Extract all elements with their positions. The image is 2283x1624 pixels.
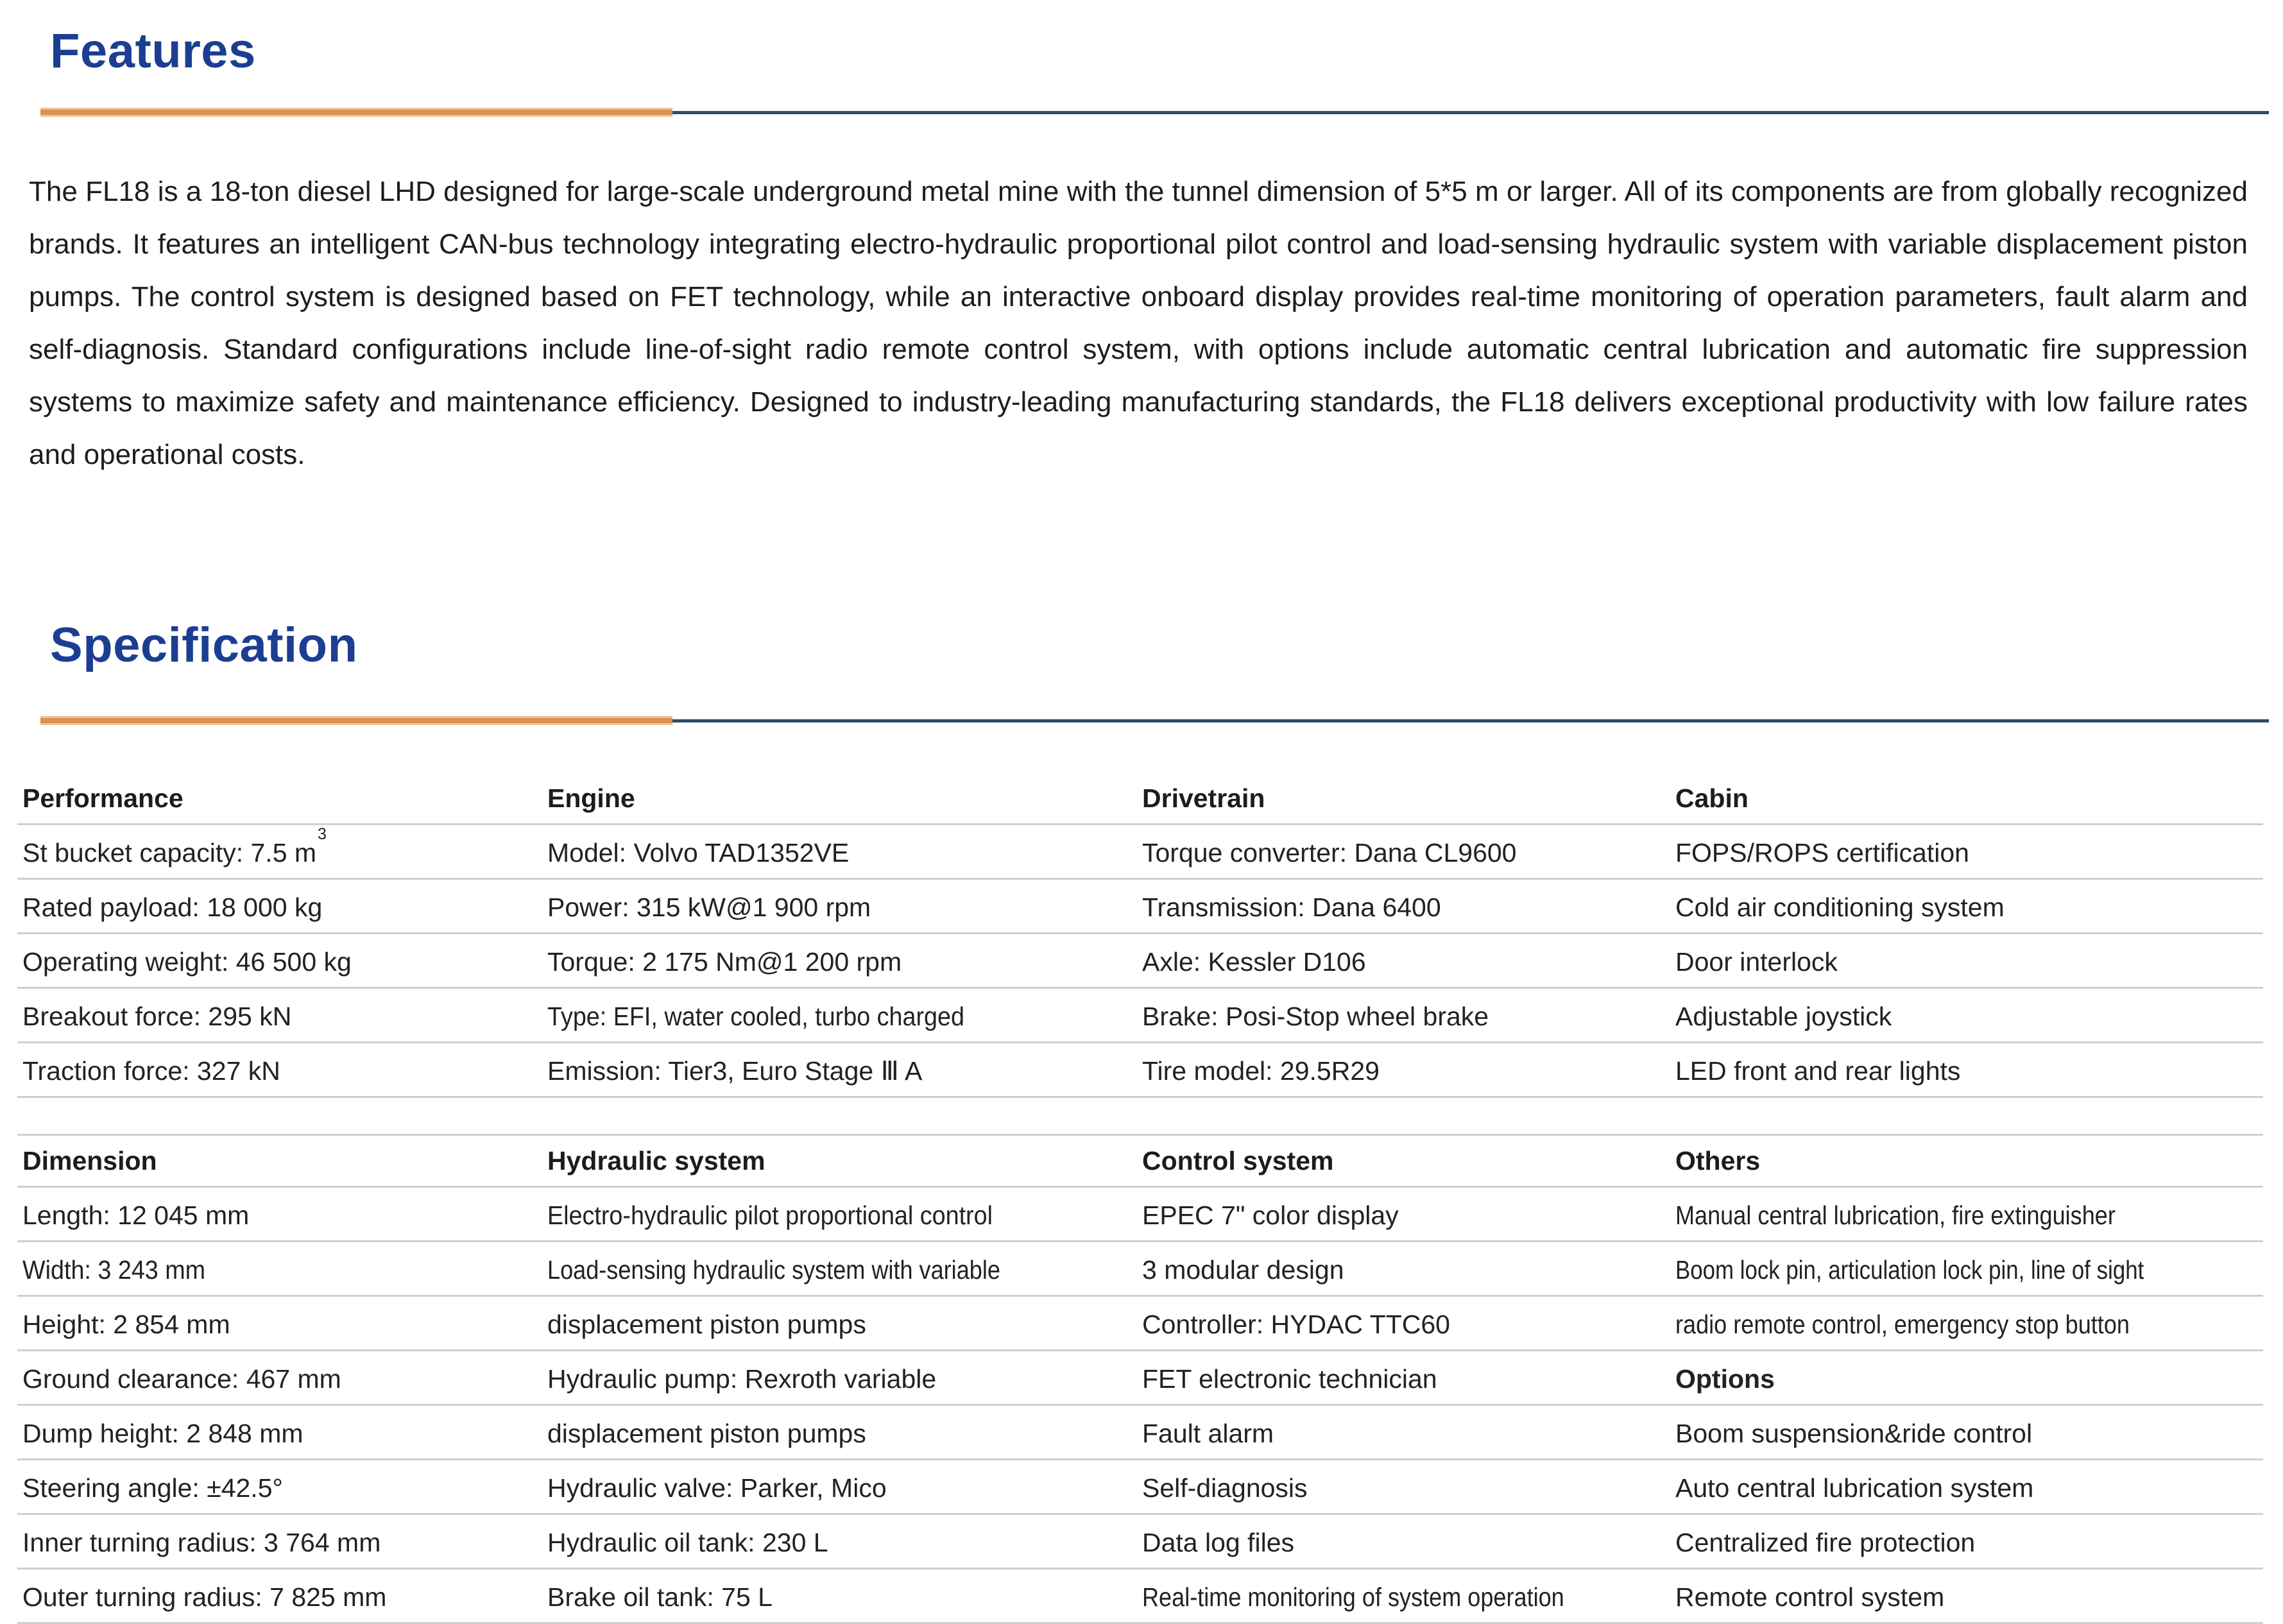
spec-cell-breakout-force (17, 989, 542, 1041)
spec-cell-steering-angle (17, 1460, 542, 1513)
spec-value: Traction force: 327 kN (22, 1056, 280, 1086)
spec-value: Emission: Tier3, Euro Stage Ⅲ A (547, 1056, 923, 1086)
spec-value: St bucket capacity: 7.5 $m^3$ (22, 825, 327, 868)
spec-value: Axle: Kessler D106 (1142, 947, 1366, 977)
spec-cell-fops-rops (1670, 825, 2263, 878)
table-row (17, 880, 2263, 934)
table-row (17, 1188, 2263, 1242)
spec-value: Ground clearance: 467 mm (22, 1364, 341, 1394)
spec-cell-axle (1137, 934, 1670, 987)
spec-cell-traction-force (17, 1043, 542, 1096)
table-row (17, 1515, 2263, 1569)
spec-cell-lock-pins (1670, 1242, 2263, 1295)
spec-value: Outer turning radius: 7 825 mm (22, 1582, 387, 1612)
spec-cell-options-subheader (1670, 1351, 2263, 1404)
underline-navy-segment (672, 719, 2269, 722)
spec-cell-width (17, 1242, 542, 1295)
spec-value: Remote control system (1675, 1582, 1945, 1612)
spec-cell-remote-control-system (1670, 1569, 2263, 1622)
column-header-dimension (17, 1136, 542, 1186)
table-row (17, 989, 2263, 1043)
spec-value: Brake oil tank: 75 L (547, 1582, 773, 1612)
spec-cell-color-display (1137, 1188, 1670, 1240)
spec-cell-dump-height (17, 1406, 542, 1458)
spec-cell-engine-type (542, 989, 1137, 1041)
spec-value: Width: 3 243 mm (22, 1255, 206, 1285)
spec-cell-brake (1137, 989, 1670, 1041)
table-row (17, 1460, 2263, 1515)
column-header-label: Control system (1142, 1146, 1334, 1175)
underline-navy-segment (672, 111, 2269, 114)
spec-value: displacement piston pumps (547, 1419, 866, 1448)
features-underline (40, 108, 2269, 117)
spec-value: Options (1675, 1364, 1775, 1394)
underline-orange-segment (40, 108, 672, 117)
spec-cell-emission (542, 1043, 1137, 1096)
spec-cell-hydraulic-pump (542, 1351, 1137, 1404)
column-header-label: Others (1675, 1146, 1761, 1175)
column-header-label: Dimension (22, 1146, 157, 1175)
spec-cell-auto-lubrication (1670, 1460, 2263, 1513)
spec-value: radio remote control, emergency stop button (1675, 1310, 2130, 1339)
spec-cell-joystick (1670, 989, 2263, 1041)
spec-value: Self-diagnosis (1142, 1473, 1308, 1503)
spec-value: Centralized fire protection (1675, 1528, 1976, 1557)
spec-value: Fault alarm (1142, 1419, 1274, 1448)
features-paragraph: The FL18 is a 18-ton diesel LHD designed for large-scale underground metal mine with the tunnel dimension of 5*5 m or larger. All of its components are from globally recognized brands. It features an intelligent CAN-bus technology integrating electro-hydraulic proportional pilot control and load-sensing hydraulic system with variable displacement piston pumps. The control system is designed based on FET technology, while an interactive onboard display provides real-time monitoring of operation parameters, fault alarm and self-diagnosis. Standard configurations include line-of-sight radio remote control system, with options include automatic central lubrication and automatic fire suppression systems to maximize safety and maintenance efficiency. Designed to industry-leading manufacturing standards, the FL18 delivers exceptional productivity with low failure rates and operational costs. (29, 176, 2248, 470)
spec-cell-modular-design (1137, 1242, 1670, 1295)
spec-cell-air-conditioning (1670, 880, 2263, 932)
spec-value: Hydraulic valve: Parker, Mico (547, 1473, 887, 1503)
table-header-row (17, 775, 2263, 825)
column-header-others (1670, 1136, 2263, 1186)
spec-value: Operating weight: 46 500 kg (22, 947, 352, 977)
spec-value: Real-time monitoring of system operation (1142, 1582, 1564, 1612)
spec-cell-rated-payload (17, 880, 542, 932)
spec-value: Hydraulic oil tank: 230 L (547, 1528, 828, 1557)
spec-value: Height: 2 854 mm (22, 1310, 230, 1339)
spec-table-performance-engine-drivetrain-cabin (17, 775, 2263, 1098)
spec-cell-hydraulic-valve (542, 1460, 1137, 1513)
spec-cell-fet-technician (1137, 1351, 1670, 1404)
spec-cell-inner-turning-radius (17, 1515, 542, 1568)
column-header-performance (17, 775, 542, 823)
table-row (17, 934, 2263, 989)
spec-cell-led-lights (1670, 1043, 2263, 1096)
spec-cell-remote-stop (1670, 1297, 2263, 1349)
column-header-drivetrain (1137, 775, 1670, 823)
spec-cell-load-sensing (542, 1242, 1137, 1295)
superscript-cubed: 3 (318, 825, 327, 844)
spec-cell-door-interlock (1670, 934, 2263, 987)
spec-value: Adjustable joystick (1675, 1002, 1892, 1031)
spec-value: Steering angle: ±42.5° (22, 1473, 283, 1503)
spec-value: Power: 315 kW@1 900 rpm (547, 893, 871, 922)
spec-cell-torque-converter (1137, 825, 1670, 878)
table-row (17, 1043, 2263, 1098)
column-header-label: Engine (547, 783, 635, 813)
spec-cell-pilot-control (542, 1188, 1137, 1240)
column-header-label: Drivetrain (1142, 783, 1265, 813)
spec-cell-fault-alarm (1137, 1406, 1670, 1458)
spec-value: Dump height: 2 848 mm (22, 1419, 304, 1448)
spec-value: Torque: 2 175 Nm@1 200 rpm (547, 947, 902, 977)
spec-value: 3 modular design (1142, 1255, 1344, 1285)
spec-value: FET electronic technician (1142, 1364, 1437, 1394)
spec-cell-controller (1137, 1297, 1670, 1349)
spec-cell-height (17, 1297, 542, 1349)
spec-value: displacement piston pumps (547, 1310, 866, 1339)
table-row (17, 1569, 2263, 1624)
spec-cell-fire-protection (1670, 1515, 2263, 1568)
spec-cell-engine-power (542, 880, 1137, 932)
spec-value: Brake: Posi-Stop wheel brake (1142, 1002, 1489, 1031)
table-row (17, 1297, 2263, 1351)
features-section-title: Features (50, 24, 256, 78)
spec-cell-realtime-monitoring (1137, 1569, 1670, 1622)
specification-section-title: Specification (50, 618, 358, 672)
spec-value: Boom suspension&ride control (1675, 1419, 2033, 1448)
spec-value: Controller: HYDAC TTC60 (1142, 1310, 1450, 1339)
spec-cell-operating-weight (17, 934, 542, 987)
spec-value: Door interlock (1675, 947, 1838, 977)
spec-table-dimension-hydraulic-control-others (17, 1134, 2263, 1624)
spec-value: Model: Volvo TAD1352VE (547, 838, 850, 868)
spec-cell-tire-model (1137, 1043, 1670, 1096)
spec-cell-transmission (1137, 880, 1670, 932)
spec-cell-brake-oil-tank (542, 1569, 1137, 1622)
spec-cell-ground-clearance (17, 1351, 542, 1404)
spec-cell-self-diagnosis (1137, 1460, 1670, 1513)
spec-cell-outer-turning-radius (17, 1569, 542, 1622)
spec-value: Data log files (1142, 1528, 1295, 1557)
table-row (17, 825, 2263, 880)
column-header-label: Performance (22, 783, 184, 813)
spec-value: Auto central lubrication system (1675, 1473, 2034, 1503)
spec-cell-piston-pumps-cont2 (542, 1406, 1137, 1458)
spec-cell-boom-suspension (1670, 1406, 2263, 1458)
spec-value: Length: 12 045 mm (22, 1201, 250, 1230)
spec-value: Type: EFI, water cooled, turbo charged (547, 1002, 964, 1031)
spec-value: Electro-hydraulic pilot proportional control (547, 1201, 993, 1230)
spec-value: Boom lock pin, articulation lock pin, line of sight (1675, 1255, 2144, 1285)
specification-underline (40, 716, 2269, 725)
spec-cell-length (17, 1188, 542, 1240)
spec-value: Load-sensing hydraulic system with variable (547, 1255, 1000, 1285)
column-header-cabin (1670, 775, 2263, 823)
spec-value: FOPS/ROPS certification (1675, 838, 1969, 868)
spec-cell-piston-pumps-cont (542, 1297, 1137, 1349)
spec-value: LED front and rear lights (1675, 1056, 1961, 1086)
spec-value: EPEC 7" color display (1142, 1201, 1399, 1230)
column-header-control-system (1137, 1136, 1670, 1186)
spec-cell-data-log-files (1137, 1515, 1670, 1568)
spec-value: Rated payload: 18 000 kg (22, 893, 323, 922)
underline-orange-segment (40, 716, 672, 725)
table-row (17, 1406, 2263, 1460)
table-row (17, 1242, 2263, 1297)
column-header-engine (542, 775, 1137, 823)
spec-cell-engine-model (542, 825, 1137, 878)
spec-value: Tire model: 29.5R29 (1142, 1056, 1380, 1086)
spec-value: Breakout force: 295 kN (22, 1002, 292, 1031)
column-header-label: Hydraulic system (547, 1146, 765, 1175)
column-header-hydraulic-system (542, 1136, 1137, 1186)
column-header-label: Cabin (1675, 783, 1749, 813)
spec-value: Transmission: Dana 6400 (1142, 893, 1441, 922)
spec-value: Manual central lubrication, fire extinguisher (1675, 1201, 2116, 1230)
spec-value: Torque converter: Dana CL9600 (1142, 838, 1517, 868)
spec-cell-hydraulic-oil-tank (542, 1515, 1137, 1568)
spec-cell-bucket-capacity (17, 825, 542, 878)
table-header-row (17, 1136, 2263, 1188)
spec-cell-engine-torque (542, 934, 1137, 987)
table-row (17, 1351, 2263, 1406)
spec-value: Cold air conditioning system (1675, 893, 2005, 922)
spec-value: Inner turning radius: 3 764 mm (22, 1528, 381, 1557)
spec-value: Hydraulic pump: Rexroth variable (547, 1364, 937, 1394)
spec-cell-manual-lubrication (1670, 1188, 2263, 1240)
